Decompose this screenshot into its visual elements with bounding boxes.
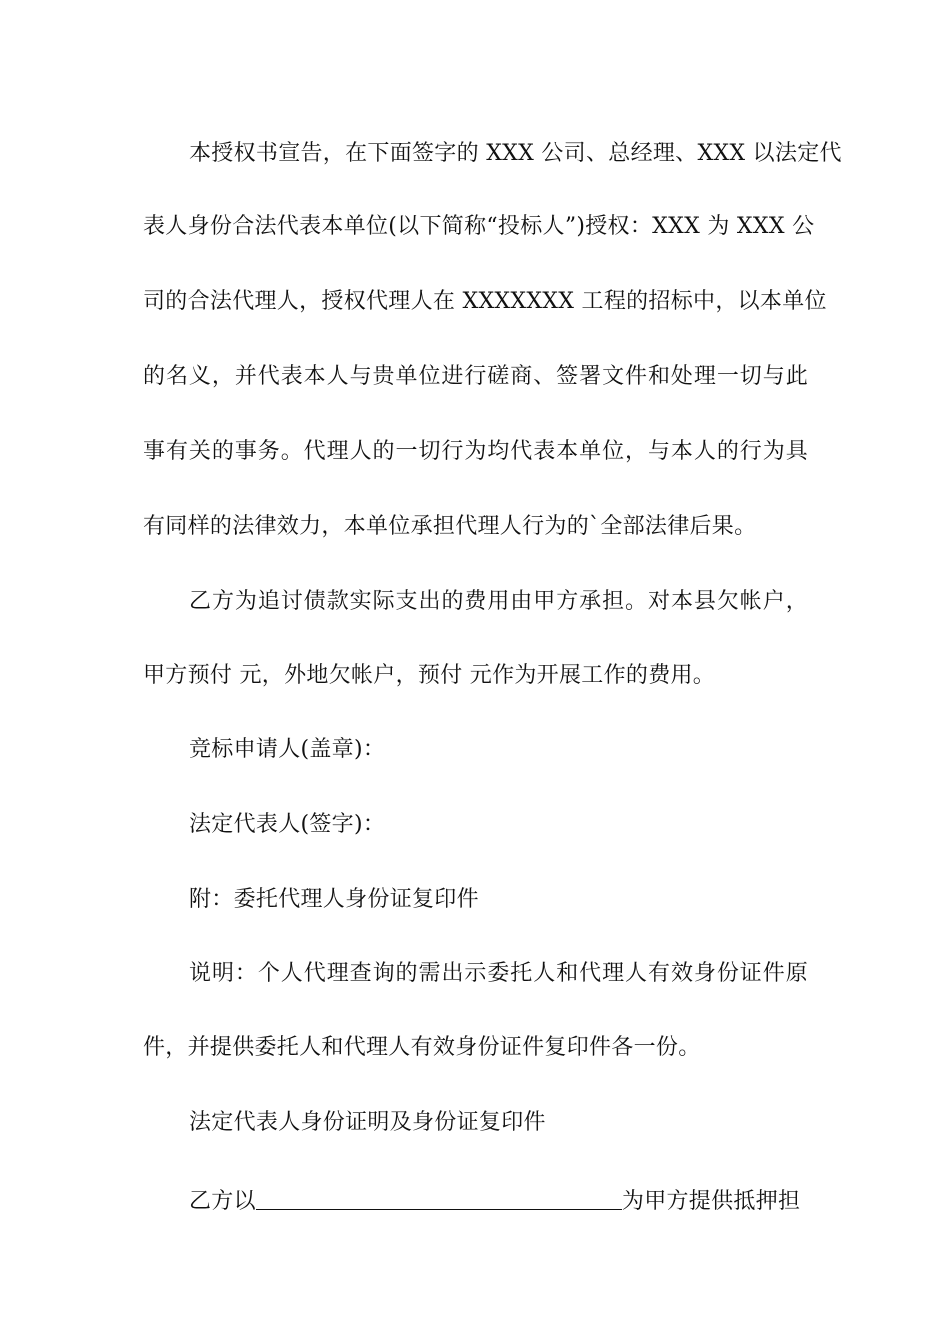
authorization-line-3: 司的合法代理人，授权代理人在 XXXXXXX 工程的招标中，以本单位	[143, 289, 827, 314]
pledge-prefix: 乙方以	[189, 1189, 256, 1214]
explanation-line-2: 件，并提供委托人和代理人有效身份证件复印件各一份。	[143, 1035, 701, 1060]
authorization-line-4: 的名义，并代表本人与贵单位进行磋商、签署文件和处理一切与此	[143, 364, 808, 389]
pledge-line	[189, 1183, 808, 1217]
pledge-suffix: 为甲方提供抵押担	[621, 1189, 801, 1214]
attachment-note: 附：委托代理人身份证复印件	[189, 887, 479, 912]
applicant-seal-label: 竞标申请人(盖章)：	[189, 737, 386, 762]
explanation-line-1: 说明：个人代理查询的需出示委托人和代理人有效身份证件原	[189, 961, 808, 986]
legal-representative-id-heading: 法定代表人身份证明及身份证复印件	[189, 1110, 546, 1135]
expense-line-2: 甲方预付 元，外地欠帐户，预付 元作为开展工作的费用。	[143, 663, 716, 688]
authorization-line-6: 有同样的法律效力，本单位承担代理人行为的`全部法律后果。	[143, 514, 757, 539]
expense-line-1: 乙方为追讨债款实际支出的费用由甲方承担。对本县欠帐户，	[189, 589, 808, 614]
authorization-line-5: 事有关的事务。代理人的一切行为均代表本单位，与本人的行为具	[143, 439, 808, 464]
pledge-fill-blank	[256, 1183, 622, 1210]
authorization-line-2: 表人身份合法代表本单位(以下简称“投标人”)授权：XXX 为 XXX 公	[143, 214, 815, 239]
authorization-line-1: 本授权书宣告，在下面签字的 XXX 公司、总经理、XXX 以法定代	[189, 141, 842, 166]
legal-representative-signature-label: 法定代表人(签字)：	[189, 812, 386, 837]
